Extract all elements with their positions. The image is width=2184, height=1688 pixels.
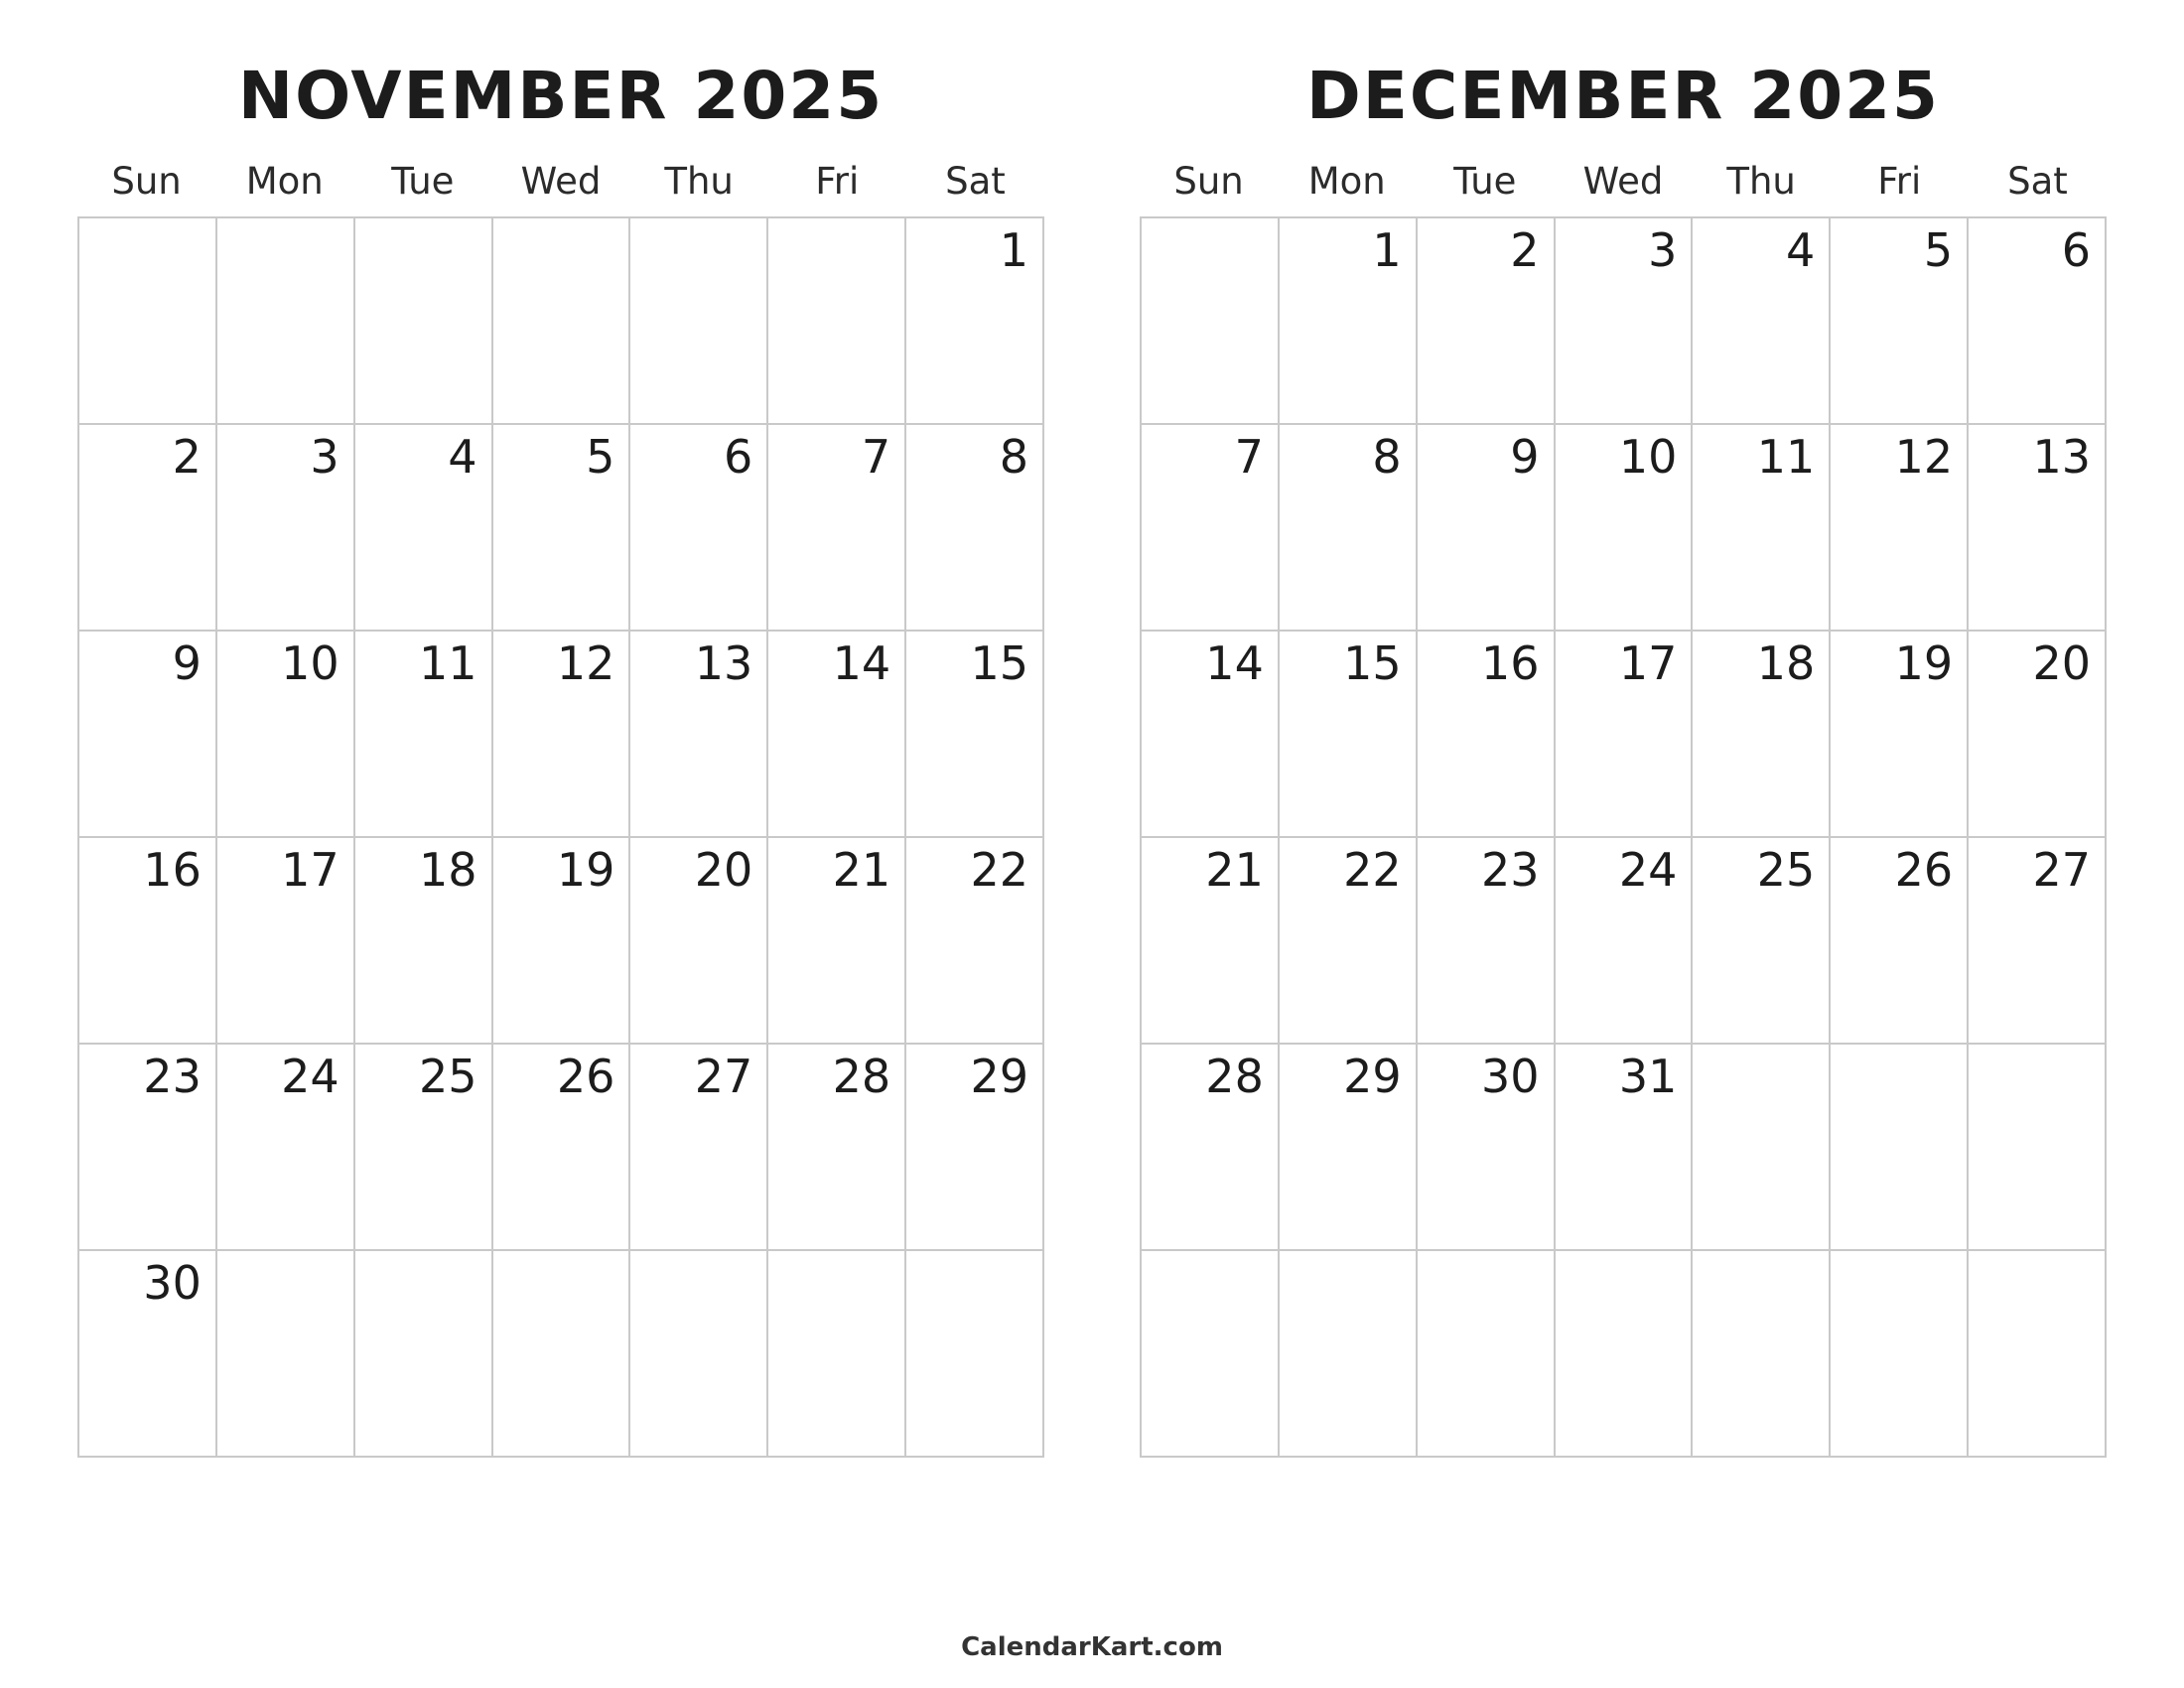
day-number: 5 [1923, 223, 1954, 277]
footer-credit: CalendarKart.com [961, 1632, 1223, 1662]
day-number: 10 [281, 636, 340, 690]
day-cell[interactable] [630, 632, 768, 838]
day-number: 30 [143, 1256, 202, 1310]
day-number: 8 [999, 430, 1028, 484]
day-cell[interactable] [493, 838, 631, 1045]
empty-cell [1142, 1251, 1280, 1458]
day-cell[interactable] [1418, 425, 1556, 632]
day-number: 20 [2032, 636, 2091, 690]
day-cell[interactable] [1142, 425, 1280, 632]
day-cell[interactable] [1969, 632, 2107, 838]
empty-cell [630, 1251, 768, 1458]
day-cell[interactable] [79, 1251, 217, 1458]
empty-cell [355, 218, 493, 425]
day-number: 21 [832, 843, 891, 897]
day-number: 3 [310, 430, 340, 484]
day-number: 7 [861, 430, 891, 484]
empty-cell [768, 218, 906, 425]
day-cell[interactable] [1831, 425, 1969, 632]
empty-cell [1556, 1251, 1694, 1458]
empty-cell [906, 1251, 1044, 1458]
weekday-label-thu: Thu [1726, 160, 1796, 203]
empty-cell [1969, 1045, 2107, 1251]
weekday-label-wed: Wed [520, 160, 602, 203]
empty-cell [217, 1251, 355, 1458]
weekday-label-wed: Wed [1582, 160, 1664, 203]
empty-cell [1693, 1251, 1831, 1458]
day-number: 3 [1648, 223, 1678, 277]
day-cell[interactable] [355, 838, 493, 1045]
day-cell[interactable] [1969, 218, 2107, 425]
day-number: 11 [1756, 430, 1816, 484]
day-cell[interactable] [1280, 632, 1418, 838]
day-number: 1 [999, 223, 1028, 277]
day-number: 14 [1205, 636, 1264, 690]
day-number: 27 [2032, 843, 2091, 897]
day-cell[interactable] [1831, 838, 1969, 1045]
day-cell[interactable] [1556, 425, 1694, 632]
day-cell[interactable] [1556, 632, 1694, 838]
day-cell[interactable] [1693, 838, 1831, 1045]
weekday-label-fri: Fri [815, 160, 860, 203]
day-number: 5 [586, 430, 615, 484]
day-cell[interactable] [1280, 1045, 1418, 1251]
empty-cell [768, 1251, 906, 1458]
day-cell[interactable] [1693, 425, 1831, 632]
day-cell[interactable] [1142, 838, 1280, 1045]
weekday-header-row [1140, 160, 2107, 211]
day-number: 8 [1372, 430, 1402, 484]
day-grid [1140, 216, 2107, 1458]
day-cell[interactable] [217, 425, 355, 632]
day-number: 19 [556, 843, 615, 897]
empty-cell [493, 218, 631, 425]
day-cell[interactable] [1142, 1045, 1280, 1251]
weekday-label-mon: Mon [245, 160, 324, 203]
day-number: 2 [1510, 223, 1540, 277]
day-cell[interactable] [1280, 838, 1418, 1045]
empty-cell [217, 218, 355, 425]
day-number: 11 [419, 636, 478, 690]
empty-cell [1969, 1251, 2107, 1458]
day-cell[interactable] [79, 1045, 217, 1251]
day-cell[interactable] [493, 425, 631, 632]
empty-cell [1831, 1251, 1969, 1458]
weekday-label-sun: Sun [111, 160, 182, 203]
day-number: 19 [1894, 636, 1954, 690]
day-number: 23 [143, 1050, 202, 1103]
day-cell[interactable] [1418, 218, 1556, 425]
day-cell[interactable] [1280, 218, 1418, 425]
day-cell[interactable] [1831, 218, 1969, 425]
day-number: 31 [1618, 1050, 1678, 1103]
day-cell[interactable] [1280, 425, 1418, 632]
empty-cell [1280, 1251, 1418, 1458]
day-cell[interactable] [1418, 632, 1556, 838]
day-cell[interactable] [217, 838, 355, 1045]
day-number: 14 [832, 636, 891, 690]
day-number: 12 [1894, 430, 1954, 484]
day-number: 21 [1205, 843, 1264, 897]
day-number: 28 [1205, 1050, 1264, 1103]
day-number: 16 [143, 843, 202, 897]
day-number: 30 [1481, 1050, 1540, 1103]
day-cell[interactable] [1418, 1045, 1556, 1251]
day-number: 4 [1786, 223, 1816, 277]
empty-cell [1418, 1251, 1556, 1458]
day-cell[interactable] [768, 838, 906, 1045]
day-cell[interactable] [630, 838, 768, 1045]
day-cell[interactable] [768, 1045, 906, 1251]
day-cell[interactable] [1969, 425, 2107, 632]
day-cell[interactable] [1969, 838, 2107, 1045]
day-cell[interactable] [1418, 838, 1556, 1045]
weekday-label-tue: Tue [391, 160, 455, 203]
day-cell[interactable] [1693, 632, 1831, 838]
day-cell[interactable] [355, 425, 493, 632]
day-cell[interactable] [1556, 218, 1694, 425]
day-number: 26 [1894, 843, 1954, 897]
day-number: 10 [1618, 430, 1678, 484]
day-cell[interactable] [79, 838, 217, 1045]
day-number: 12 [556, 636, 615, 690]
day-number: 13 [694, 636, 753, 690]
empty-cell [1693, 1045, 1831, 1251]
day-cell[interactable] [906, 632, 1044, 838]
day-number: 16 [1481, 636, 1540, 690]
day-number: 1 [1372, 223, 1402, 277]
day-number: 15 [970, 636, 1028, 690]
day-cell[interactable] [630, 1045, 768, 1251]
day-number: 6 [724, 430, 753, 484]
day-number: 15 [1343, 636, 1402, 690]
month-december [1140, 40, 2107, 1458]
day-cell[interactable] [355, 632, 493, 838]
day-number: 2 [172, 430, 202, 484]
day-cell[interactable] [1142, 632, 1280, 838]
day-number: 25 [1756, 843, 1816, 897]
day-cell[interactable] [217, 632, 355, 838]
day-number: 9 [1510, 430, 1540, 484]
day-cell[interactable] [768, 632, 906, 838]
day-cell[interactable] [217, 1045, 355, 1251]
weekday-label-mon: Mon [1307, 160, 1386, 203]
day-number: 24 [1618, 843, 1678, 897]
month-title: DECEMBER 2025 [1306, 58, 1940, 134]
day-cell[interactable] [906, 838, 1044, 1045]
weekday-label-sat: Sat [945, 160, 1006, 203]
day-cell[interactable] [1556, 1045, 1694, 1251]
day-number: 17 [281, 843, 340, 897]
day-number: 6 [2061, 223, 2091, 277]
day-cell[interactable] [79, 632, 217, 838]
day-number: 7 [1234, 430, 1264, 484]
day-number: 18 [419, 843, 478, 897]
day-number: 29 [970, 1050, 1028, 1103]
weekday-label-sun: Sun [1173, 160, 1244, 203]
day-cell[interactable] [1693, 218, 1831, 425]
day-cell[interactable] [906, 1045, 1044, 1251]
day-number: 25 [419, 1050, 478, 1103]
day-number: 22 [970, 843, 1028, 897]
day-grid [77, 216, 1044, 1458]
day-number: 13 [2032, 430, 2091, 484]
day-number: 23 [1481, 843, 1540, 897]
day-number: 27 [694, 1050, 753, 1103]
empty-cell [79, 218, 217, 425]
day-number: 29 [1343, 1050, 1402, 1103]
empty-cell [1831, 1045, 1969, 1251]
empty-cell [355, 1251, 493, 1458]
empty-cell [1142, 218, 1280, 425]
weekday-header-row [77, 160, 1044, 211]
day-cell[interactable] [493, 1045, 631, 1251]
day-cell[interactable] [355, 1045, 493, 1251]
day-number: 28 [832, 1050, 891, 1103]
day-number: 18 [1756, 636, 1816, 690]
day-number: 26 [556, 1050, 615, 1103]
empty-cell [493, 1251, 631, 1458]
empty-cell [630, 218, 768, 425]
day-cell[interactable] [906, 425, 1044, 632]
weekday-label-tue: Tue [1453, 160, 1517, 203]
weekday-label-sat: Sat [2007, 160, 2068, 203]
month-title: NOVEMBER 2025 [237, 58, 885, 134]
day-number: 9 [172, 636, 202, 690]
day-number: 22 [1343, 843, 1402, 897]
day-cell[interactable] [1556, 838, 1694, 1045]
day-cell[interactable] [79, 425, 217, 632]
day-cell[interactable] [493, 632, 631, 838]
month-november [77, 40, 1044, 1458]
day-number: 24 [281, 1050, 340, 1103]
day-cell[interactable] [906, 218, 1044, 425]
weekday-label-fri: Fri [1877, 160, 1922, 203]
day-number: 20 [694, 843, 753, 897]
day-cell[interactable] [1831, 632, 1969, 838]
day-number: 17 [1618, 636, 1678, 690]
weekday-label-thu: Thu [664, 160, 734, 203]
day-cell[interactable] [630, 425, 768, 632]
day-number: 4 [448, 430, 478, 484]
day-cell[interactable] [768, 425, 906, 632]
